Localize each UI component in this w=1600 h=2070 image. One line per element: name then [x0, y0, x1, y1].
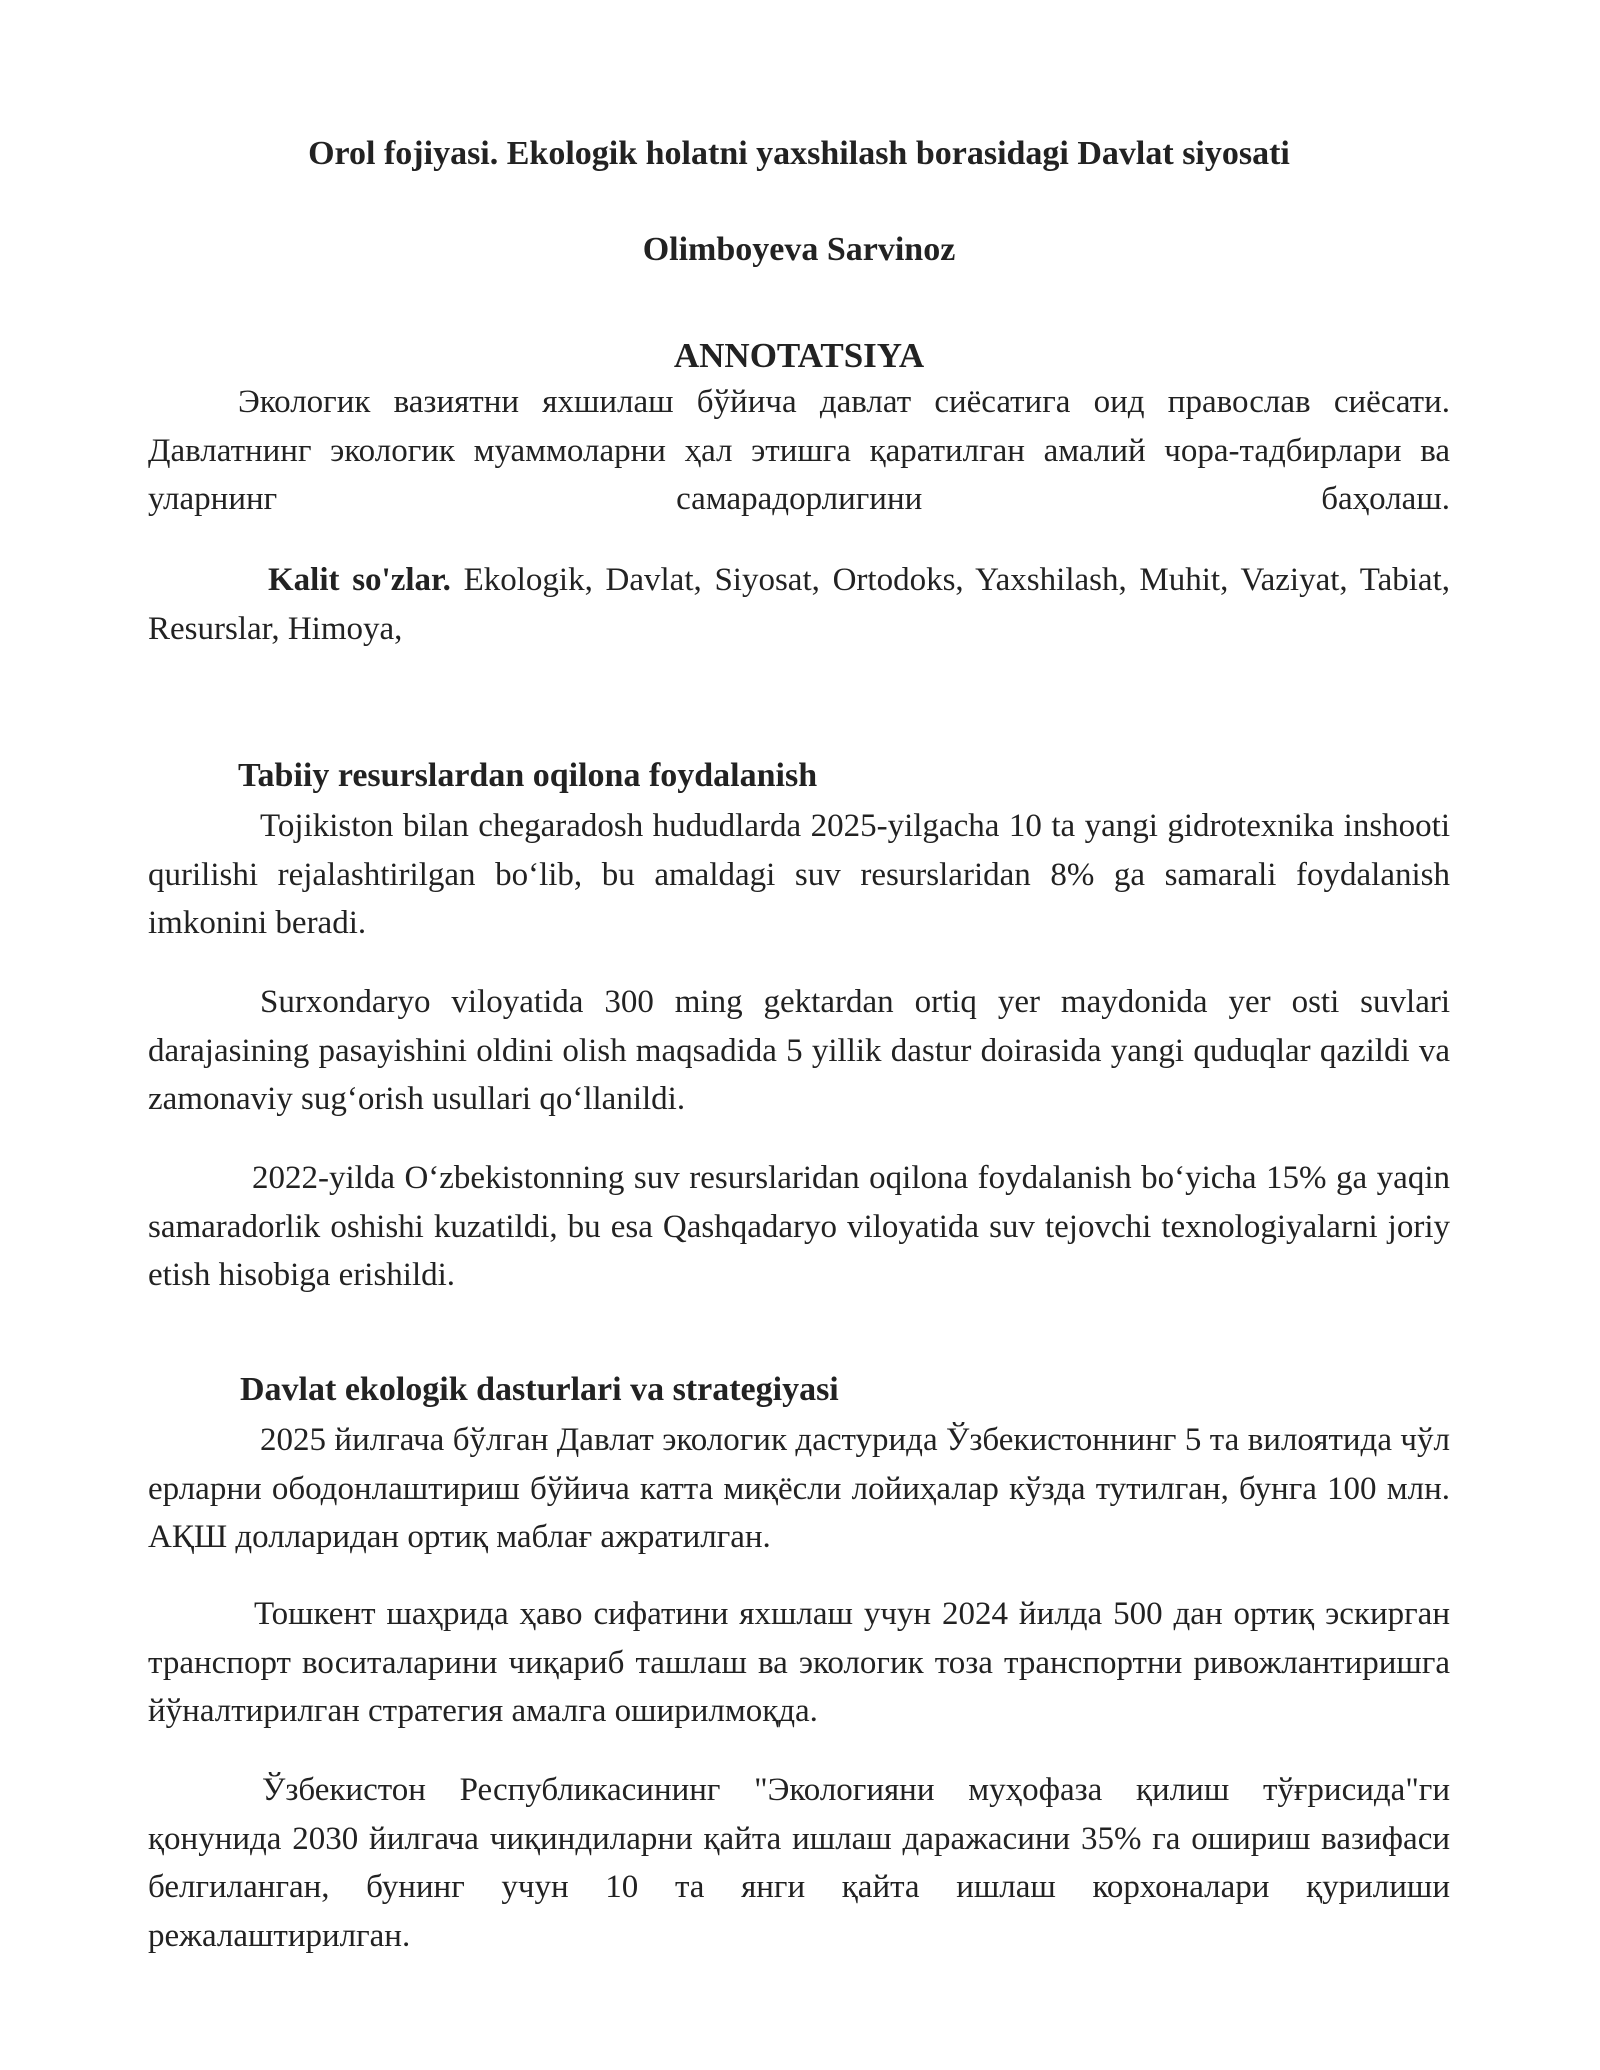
paragraph-text: Tojikiston bilan chegaradosh hududlarda 2025-yilgacha 10 ta yangi gidrotexnika inshooti qurilishi rejalashtirilgan bo‘lib, bu amaldagi suv resurslaridan 8% ga samarali foydalanish imkonini beradi.: [148, 808, 1450, 941]
paragraph-text: Ўзбекистон Республикасининг "Экологияни муҳофаза қилиш тўғрисида"ги қонунида 2030 йилгача чиқиндиларни қайта ишлаш даражасини 35% га ошириш вазифаси белгиланган, бунинг учун 10 та янги қайта ишлаш корхоналари қурилиши режалаштирилган.: [148, 1772, 1450, 1954]
keywords-text: Ekologik, Davlat, Siyosat, Ortodoks, Yaxshilash, Muhit, Vaziyat, Tabiat, Resurslar, Himoya,: [148, 562, 1450, 647]
section-2-paragraph-1: [148, 1416, 1450, 1562]
annotation-text-content: Экологик вазиятни яхшилаш бўйича давлат сиёсатига оид православ сиёсати. Давлатнинг экологик муаммоларни ҳал этишга қаратилган амалий чора-тадбирлари ва уларнинг самарадорлигини баҳолаш.: [148, 384, 1450, 517]
paragraph-text: Тошкент шаҳрида ҳаво сифатини яхшлаш учун 2024 йилда 500 дан ортиқ эскирган транспорт воситаларини чиқариб ташлаш ва экологик тоза транспортни ривожлантиришга йўналтирилган стратегия амалга оширилмоқда.: [148, 1596, 1450, 1729]
document-title: Orol fojiyasi. Ekologik holatni yaxshilash borasidagi Davlat siyosati: [308, 135, 1290, 172]
keywords-paragraph: [148, 556, 1450, 653]
paragraph-text: 2025 йилгача бўлган Давлат экологик дастурида Ўзбекистоннинг 5 та вилоятида чўл ерларни ободонлаштириш бўйича катта миқёсли лойиҳалар кўзда тутилган, бунга 100 млн. АҚШ долларидан ортиқ маблағ ажратилган.: [148, 1422, 1450, 1555]
section-2-paragraph-2: [148, 1590, 1450, 1736]
annotation-heading: ANNOTATSIYA: [673, 336, 925, 375]
section-2-paragraph-3: [148, 1766, 1450, 1960]
section-1-paragraph-1: [148, 802, 1450, 948]
section-1-paragraph-3: [148, 1154, 1450, 1300]
paragraph-text: Surxondaryo viloyatida 300 ming gektardan ortiq yer maydonida yer osti suvlari darajasining pasayishini oldini olish maqsadida 5 yillik dastur doirasida yangi quduqlar qazildi va zamonaviy sug‘orish usullari qo‘llanildi.: [148, 984, 1450, 1117]
annotation-text: [148, 378, 1450, 524]
paragraph-text: 2022-yilda O‘zbekistonning suv resurslaridan oqilona foydalanish bo‘yicha 15% ga yaqin samaradorlik oshishi kuzatildi, bu esa Qashqadaryo viloyatida suv tejovchi texnologiyalarni joriy etish hisobiga erishildi.: [148, 1160, 1450, 1293]
section-1-paragraph-2: [148, 978, 1450, 1124]
keywords-label: Kalit so'zlar.: [268, 562, 451, 598]
author-name: Olimboyeva Sarvinoz: [642, 231, 956, 268]
section-heading-programs: Davlat ekologik dasturlari va strategiyasi: [240, 1371, 839, 1408]
section-heading-resources: Tabiiy resurslardan oqilona foydalanish: [238, 757, 818, 794]
